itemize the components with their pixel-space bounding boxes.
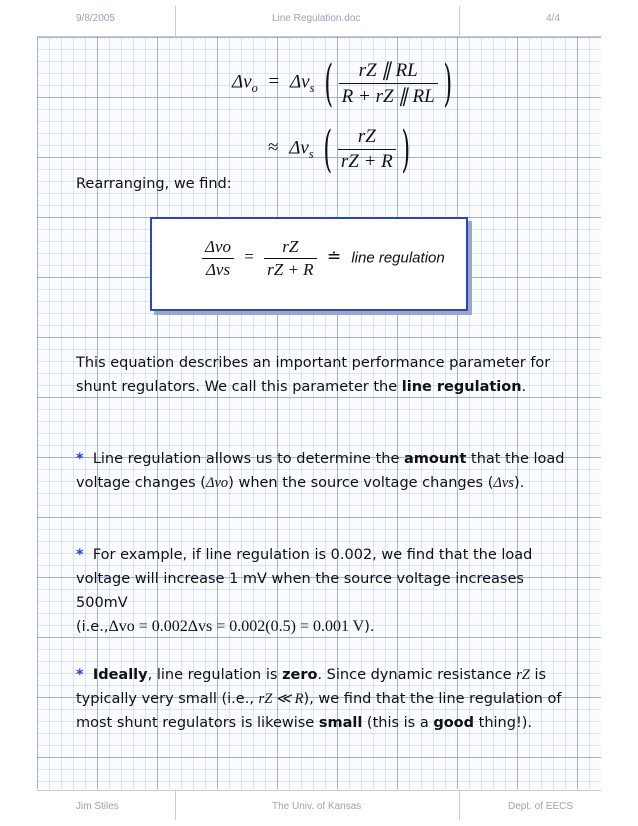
para3-math: Δvo = 0.002Δvs = 0.002(0.5) = 0.001 V	[108, 618, 365, 635]
para1-bold: line regulation	[401, 379, 522, 395]
eq1-fraction	[339, 59, 438, 108]
footer-author: Jim Stiles	[76, 801, 119, 812]
eq2-rhs: Δv	[289, 137, 309, 159]
eq2-rhs-subscript: s	[308, 146, 314, 161]
bullet-star: *	[76, 667, 84, 683]
header-date: 9/8/2005	[76, 13, 115, 24]
boxed-lhs-fraction	[202, 237, 234, 280]
para1-text-end: .	[521, 379, 527, 395]
paragraph-amount	[76, 447, 576, 495]
equation-delta-vo	[232, 54, 457, 112]
para2-text-2: that the load voltage changes (	[76, 451, 565, 491]
eq1-denominator: R + rZ ∥ RL	[341, 85, 435, 107]
left-paren: (	[324, 54, 334, 112]
right-paren: )	[443, 54, 452, 112]
para2-text: Line regulation allows us to determine the	[92, 451, 404, 467]
eq1-numerator: rZ ∥ RL	[339, 59, 438, 84]
boxed-equals: =	[244, 247, 254, 267]
para4-text-6: thing!).	[474, 715, 533, 731]
page-footer	[0, 798, 638, 818]
para4-math-rz-lt-r: rZ ≪ R	[258, 691, 304, 707]
para4-text-5: (this is a	[362, 715, 434, 731]
header-filename: Line Regulation.doc	[272, 13, 361, 24]
para2-bold: amount	[403, 451, 467, 467]
eq2-approx-sign: ≈	[268, 137, 279, 159]
eq1-rhs-subscript: s	[309, 80, 315, 95]
eq2-numerator: rZ	[338, 126, 396, 150]
footer-rule	[37, 790, 601, 791]
para4-bold-good: good	[433, 715, 475, 731]
header-page-number: 4/4	[546, 13, 560, 24]
boxed-lhs-denominator: Δvs	[205, 260, 231, 279]
boxed-lhs-numerator: Δvo	[202, 237, 234, 259]
paragraph-ideally	[76, 663, 576, 735]
para4-text-2: . Since dynamic resistance	[317, 667, 517, 683]
eq2-denominator: rZ + R	[340, 150, 393, 172]
bullet-star: *	[76, 547, 84, 563]
boxed-rhs-denominator: rZ + R	[267, 260, 314, 279]
footer-university: The Univ. of Kansas	[272, 801, 362, 812]
para3-text: For example, if line regulation is 0.002, we find that the load voltage will increase 1 mV when the source voltage increases 500mV	[76, 547, 533, 611]
equation-approx	[268, 120, 415, 178]
eq1-equals: =	[268, 71, 280, 93]
para4-bold-zero: zero	[282, 667, 318, 683]
para1-text: This equation describes an important performance parameter for shunt regulators. We call this parameter the	[76, 355, 551, 395]
header-divider	[175, 6, 176, 36]
paragraph-line-regulation-definition	[76, 351, 576, 399]
para3-text-3: ).	[364, 619, 375, 635]
boxed-label: line regulation	[351, 249, 445, 267]
boxed-rhs-fraction	[264, 237, 316, 280]
boxed-rhs-numerator: rZ	[264, 237, 316, 259]
eq1-lhs: Δv	[232, 71, 252, 93]
para2-text-4: ).	[513, 475, 525, 491]
left-paren: (	[323, 120, 333, 178]
para2-math-vo: Δvo	[205, 475, 229, 491]
right-paren: )	[401, 120, 410, 178]
page-header	[0, 10, 638, 30]
para2-math-vs: Δvs	[493, 475, 514, 491]
para2-text-3: ) when the source voltage changes (	[228, 475, 494, 491]
para4-text: , line regulation is	[147, 667, 283, 683]
boxed-equation	[202, 237, 445, 280]
eq1-rhs: Δv	[289, 71, 310, 93]
bullet-star: *	[76, 451, 84, 467]
line-regulation-box	[150, 217, 468, 311]
para3-text-2: (i.e.,	[76, 619, 109, 635]
para4-bold-small: small	[318, 715, 363, 731]
header-rule	[37, 36, 601, 37]
footer-dept: Dept. of EECS	[508, 801, 574, 812]
para4-math-rz: rZ	[516, 667, 530, 683]
eq2-fraction	[338, 126, 396, 173]
para4-bold-ideally: Ideally	[92, 667, 148, 683]
rearranging-text: Rearranging, we find:	[76, 176, 232, 192]
eq1-lhs-subscript: o	[251, 80, 258, 95]
boxed-def-sign: ≐	[326, 247, 342, 267]
paragraph-example	[76, 543, 576, 639]
para4-text-4: ), we find that the line regulation of most shunt regulators is likewise	[76, 691, 562, 731]
para4-text-3: is typically very small (i.e.,	[76, 667, 547, 707]
header-divider	[459, 6, 460, 36]
